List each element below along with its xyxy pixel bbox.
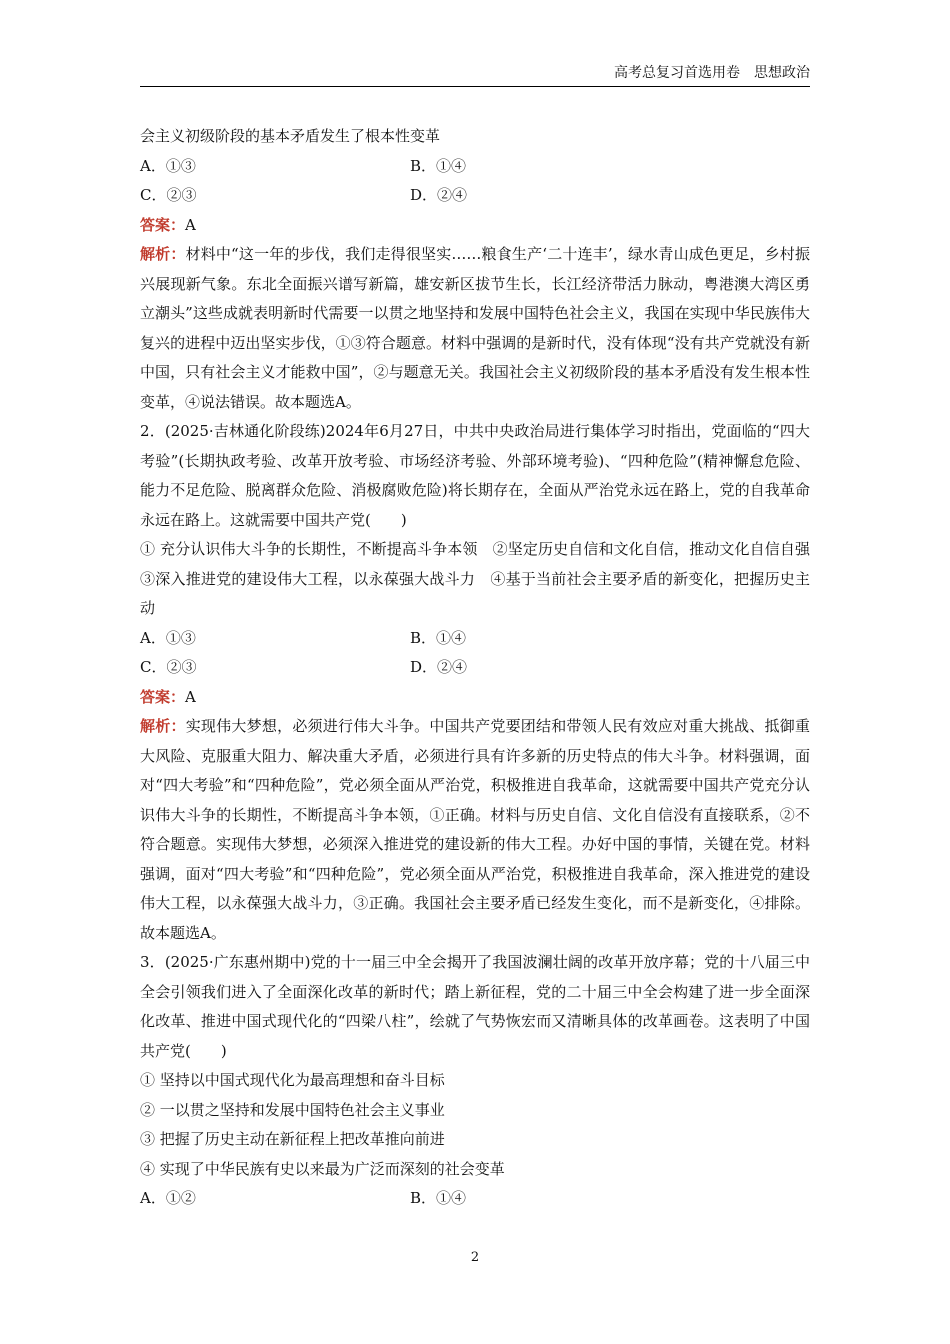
q1-explanation	[140, 240, 810, 417]
page-header: 高考总复习首选用卷 思想政治	[614, 65, 810, 81]
q3-options-row-1	[140, 1184, 810, 1214]
q2-option-c: C．②③	[140, 658, 197, 676]
page-number: 2	[470, 1250, 480, 1265]
q2-options-row-2	[140, 653, 810, 683]
q1-answer-label: 答案：	[140, 215, 186, 234]
q2-answer-value: A	[185, 687, 196, 706]
q1-options-row-2	[140, 181, 810, 211]
q1-stem-continuation: 会主义初级阶段的基本矛盾发生了根本性变革	[140, 127, 441, 145]
q2-option-d: D．②④	[410, 658, 468, 676]
q1-answer-value: A	[185, 215, 196, 234]
q1-option-c: C．②③	[140, 186, 197, 204]
q3-stem: 3．(2025·广东惠州期中)党的十一届三中全会揭开了我国波澜壮阔的改革开放序幕；党的十八届三中全会引领我们进入了全面深化改革的新时代；踏上新征程，党的二十届三中全会构建了进一步全面深化改革、推进中国式现代化的“四梁八柱”，绘就了气势恢宏而又清晰具体的改革画卷。这表明了中国共产党( )	[140, 953, 810, 1060]
q1-options-row-1	[140, 152, 810, 182]
header-divider	[140, 86, 810, 87]
q1-explanation-label: 解析：	[140, 245, 186, 263]
q2-explanation-label: 解析：	[140, 717, 186, 735]
q3-option-a: A．①②	[140, 1189, 196, 1207]
q2-explanation-text: 实现伟大梦想，必须进行伟大斗争。中国共产党要团结和带领人民有效应对重大挑战、抵御重大风险、克服重大阻力、解决重大矛盾，必须进行具有许多新的历史特点的伟大斗争。材料强调，面对“四大考验”和“四种危险”，党必须全面从严治党，积极推进自我革命，这就需要中国共产党充分认识伟大斗争的长期性，不断提高斗争本领，①正确。材料与历史自信、文化自信没有直接联系，②不符合题意。实现伟大梦想，必须深入推进党的建设新的伟大工程。办好中国的事情，关键在党。材料强调，面对“四大考验”和“四种危险”，党必须全面从严治党，积极推进自我革命，深入推进党的建设伟大工程，以永葆强大战斗力，③正确。我国社会主要矛盾已经发生变化，而不是新变化，④排除。故本题选A。	[140, 717, 810, 942]
q3-choice-3: ③ 把握了历史主动在新征程上把改革推向前进	[140, 1130, 445, 1148]
q2-option-b: B．①④	[410, 628, 467, 647]
q3-option-b: B．①④	[410, 1189, 467, 1207]
q1-option-a: A．①③	[140, 156, 196, 175]
q1-option-d: D．②④	[410, 186, 468, 204]
q2-choices: ① 充分认识伟大斗争的长期性，不断提高斗争本领 ②坚定历史自信和文化自信，推动文化自信自强 ③深入推进党的建设伟大工程，以永葆强大战斗力 ④基于当前社会主要矛盾的新变化，把握历史主动	[140, 540, 826, 617]
page-content	[140, 122, 826, 1214]
q2-stem: 2．(2025·吉林通化阶段练)2024年6月27日，中共中央政治局进行集体学习时指出，党面临的“四大考验”(长期执政考验、改革开放考验、市场经济考验、外部环境考验)、“四种危险”(精神懈怠危险、能力不足危险、脱离群众危险、消极腐败危险)将长期存在，全面从严治党永远在路上，党的自我革命永远在路上。这就需要中国共产党( )	[140, 422, 810, 529]
q1-answer	[140, 211, 810, 241]
q3-choice-2: ② 一以贯之坚持和发展中国特色社会主义事业	[140, 1100, 445, 1119]
q1-option-b: B．①④	[410, 156, 467, 175]
q1-explanation-text: 材料中“这一年的步伐，我们走得很坚实……粮食生产‘二十连丰’，绿水青山成色更足，乡村振兴展现新气象。东北全面振兴谱写新篇，雄安新区拔节生长，长江经济带活力脉动，粤港澳大湾区勇立潮头”这些成就表明新时代需要一以贯之地坚持和发展中国特色社会主义，我国在实现中华民族伟大复兴的进程中迈出坚实步伐，①③符合题意。材料中强调的是新时代，没有体现“没有共产党就没有新中国，只有社会主义才能救中国”，②与题意无关。我国社会主义初级阶段的基本矛盾没有发生根本性变革，④说法错误。故本题选A。	[140, 245, 810, 411]
q2-option-a: A．①③	[140, 628, 196, 647]
q2-answer	[140, 683, 810, 713]
q3-choice-4: ④ 实现了中华民族有史以来最为广泛而深刻的社会变革	[140, 1159, 505, 1178]
q2-answer-label: 答案：	[140, 687, 186, 706]
q2-explanation	[140, 712, 810, 948]
q2-options-row-1	[140, 624, 810, 654]
q3-choice-1: ① 坚持以中国式现代化为最高理想和奋斗目标	[140, 1071, 445, 1089]
